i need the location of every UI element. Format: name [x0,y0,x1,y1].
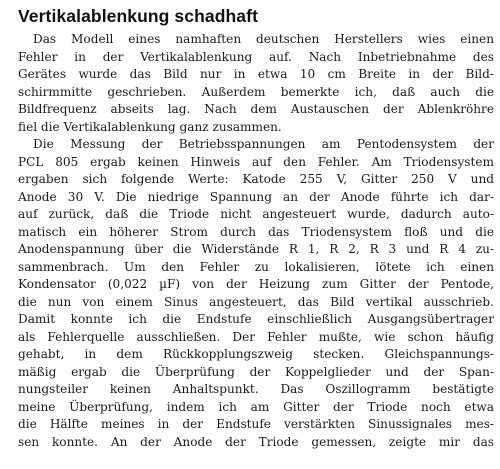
text-line: Bildfrequenz abseits lag. Nach dem Austauschen der Ablenkröhre [18,102,494,116]
text-line: fiel die Vertikalablenkung ganz zusammen. [18,119,282,134]
text-line: schirmmitte geschrieben. Außerdem bemerkte ich, daß auch die [18,84,494,99]
text-line: Damit konnte ich die Endstufe einschließlich Ausgangsübertrager [18,312,494,326]
text-line: PCL 805 ergab keinen Hinweis auf den Fehler. Am Triodensystem [18,154,494,169]
text-line: mäßig ergab die Überprüfung der Koppelglieder und der Span- [18,364,494,379]
text-line: die nun von einem Sinus angesteuert, das Bild vertikal ausschrieb. [18,294,494,309]
text-line: gehabt, in dem Rückkopplungszweig stecken. Gleichspannungs- [18,347,494,361]
text-line: sammenbrach. Um den Fehler zu lokalisieren, lötete ich einen [18,259,494,274]
text-line: Kondensator (0,022 µF) von der Heizung zum Gitter der Pentode, [18,277,494,291]
text-line: Fehler in der Vertikalablenkung auf. Nach Inbetriebnahme des [18,49,494,64]
text-line: die Hälfte meines in der Endstufe verstärkten Sinussignales mes- [18,417,494,431]
text-line: Die Messung der Betriebsspannungen am Pentodensystem der [33,137,494,151]
text-line: Das Modell eines namhaften deutschen Herstellers wies einen [33,32,494,46]
text-line: nungsteiler keinen Anhaltspunkt. Das Oszillogramm bestätigte [18,382,494,396]
text-line: sen konnte. An der Anode der Triode gemessen, zeigte mir das [18,434,494,449]
text-line: ergaben sich folgende Werte: Katode 255 V, Gitter 250 V und [18,172,494,186]
text-line: meine Überprüfung, indem ich am Gitter der Triode noch etwa [18,399,494,414]
text-line: auf zurück, daß die Triode nicht angesteuert wurde, dadurch auto- [18,207,494,221]
text-line: Anode 30 V. Die niedrige Spannung an der Anode führte ich dar- [18,189,494,204]
article-body [18,31,494,451]
text-line: matisch ein höherer Strom durch das Triodensystem floß und die [18,224,494,239]
text-line: als Fehlerquelle ausschließen. Der Fehler mußte, wie schon häufig [18,329,494,344]
article-title: Vertikalablenkung schadhaft [18,6,258,26]
text-line: Anodenspannung über die Widerstände R 1, R 2, R 3 und R 4 zu- [18,242,494,256]
text-line: Gerätes wurde das Bild nur in etwa 10 cm Breite in der Bild- [18,67,494,81]
